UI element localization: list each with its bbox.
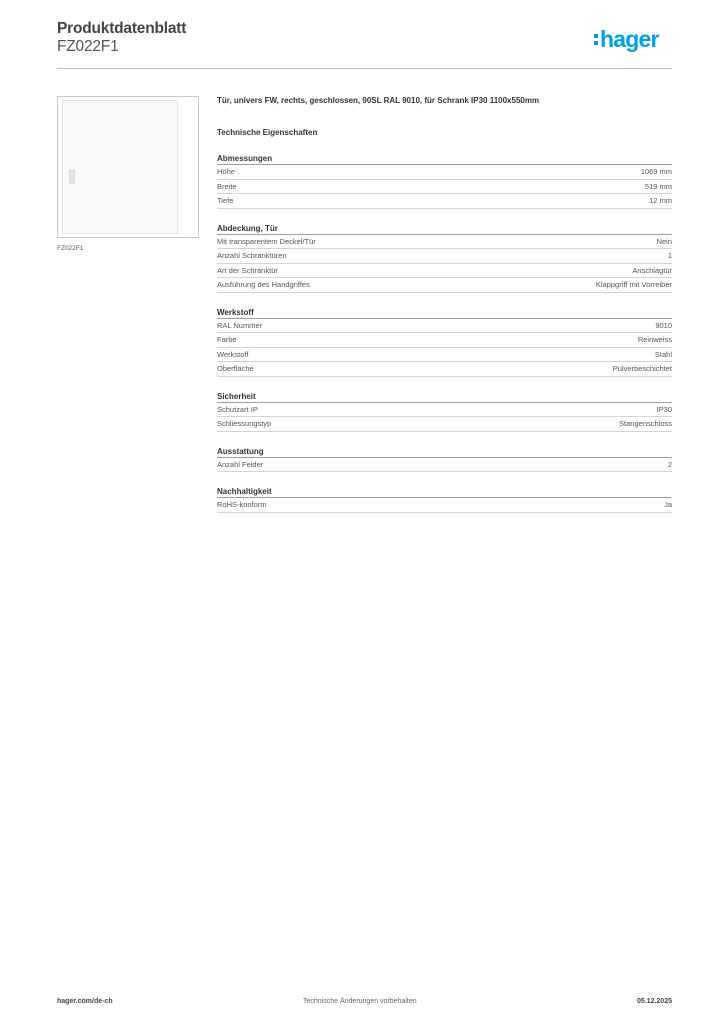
spec-label: Ausführung des Handgriffes — [217, 280, 310, 289]
spec-section — [217, 307, 672, 377]
spec-row — [217, 333, 672, 348]
spec-value: 9010 — [655, 320, 672, 330]
spec-sections — [217, 153, 672, 513]
spec-label: Oberfläche — [217, 364, 254, 373]
section-title: Abmessungen — [217, 153, 672, 165]
spec-value: IP30 — [656, 404, 672, 414]
spec-row — [217, 348, 672, 363]
logo-colon-icon — [594, 34, 598, 48]
door-panel-illustration — [62, 100, 178, 234]
header-divider — [57, 68, 672, 69]
spec-section — [217, 391, 672, 432]
door-handle-icon — [69, 170, 75, 184]
spec-value: 12 mm — [649, 196, 672, 205]
spec-label: Höhe — [217, 167, 235, 176]
spec-row — [217, 362, 672, 377]
spec-section — [217, 446, 672, 473]
footer-website-link[interactable]: hager.com/de-ch — [57, 998, 113, 1005]
section-title: Werkstoff — [217, 307, 672, 319]
image-caption: FZ022F1 — [57, 245, 84, 252]
section-title: Abdeckung, Tür — [217, 223, 672, 235]
spec-value: Stahl — [654, 349, 672, 359]
spec-section — [217, 486, 672, 513]
spec-label: Schutzart IP — [217, 404, 258, 414]
spec-row — [217, 498, 672, 513]
spec-row — [217, 235, 672, 250]
spec-value: Klappgriff mit Vorreiber — [595, 280, 672, 289]
spec-row — [217, 403, 672, 418]
hager-logo — [594, 27, 659, 51]
product-image — [57, 96, 199, 238]
spec-section — [217, 153, 672, 209]
spec-label: Tiefe — [217, 196, 234, 205]
spec-label: Anzahl Felder — [217, 459, 264, 469]
spec-value: Nein — [656, 236, 672, 246]
logo-text: hager — [600, 26, 659, 52]
product-code: FZ022F1 — [57, 38, 119, 55]
spec-label: Art der Schranktür — [217, 265, 278, 275]
spec-label: RoHS-konform — [217, 500, 267, 509]
section-title: Nachhaltigkeit — [217, 486, 672, 498]
spec-row — [217, 249, 672, 264]
spec-value: 2 — [667, 459, 672, 469]
spec-value: Stangenschloss — [619, 419, 672, 428]
product-description: Tür, univers FW, rechts, geschlossen, 90SL RAL 9010, für Schrank IP30 1100x550mm — [217, 96, 540, 105]
spec-row — [217, 194, 672, 209]
spec-value: Anschlagtür — [632, 265, 672, 275]
spec-label: Werkstoff — [217, 349, 249, 359]
page-title: Produktdatenblatt — [57, 20, 187, 37]
spec-row — [217, 165, 672, 180]
section-title: Sicherheit — [217, 391, 672, 403]
spec-value: 519 mm — [644, 181, 672, 191]
spec-value: Pulverbeschichtet — [612, 364, 672, 373]
spec-label: Anzahl Schranktüren — [217, 251, 287, 260]
footer-notice: Technische Änderungen vorbehalten — [303, 998, 417, 1005]
spec-value: 1069 mm — [640, 167, 672, 176]
spec-section — [217, 223, 672, 293]
spec-row — [217, 458, 672, 473]
spec-label: Breite — [217, 181, 237, 191]
spec-label: Schliessungstyp — [217, 419, 272, 428]
spec-label: RAL Nummer — [217, 320, 263, 330]
spec-row — [217, 264, 672, 279]
spec-row — [217, 278, 672, 293]
technical-properties-heading: Technische Eigenschaften — [217, 128, 318, 137]
spec-row — [217, 319, 672, 334]
footer-date: 05.12.2025 — [636, 998, 672, 1005]
spec-value: Ja — [664, 500, 672, 509]
spec-row — [217, 417, 672, 432]
spec-label: Mit transparentem Deckel/Tür — [217, 236, 316, 246]
section-title: Ausstattung — [217, 446, 672, 458]
spec-value: 1 — [667, 251, 672, 260]
spec-label: Farbe — [217, 335, 237, 344]
product-details — [217, 95, 672, 513]
spec-value: Reinweiss — [637, 335, 672, 344]
spec-row — [217, 180, 672, 195]
